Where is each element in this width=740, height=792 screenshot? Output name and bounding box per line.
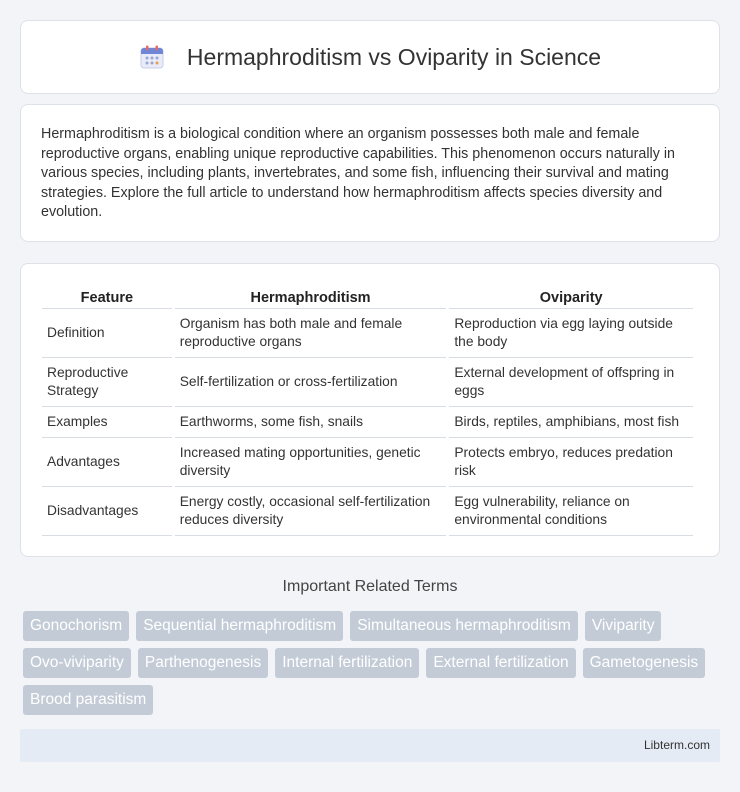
row-oviparity: Birds, reptiles, amphibians, most fish bbox=[449, 407, 693, 438]
row-hermaphroditism: Earthworms, some fish, snails bbox=[175, 407, 447, 438]
intro-card bbox=[20, 104, 720, 242]
row-feature: Advantages bbox=[42, 438, 172, 487]
related-terms-list bbox=[23, 611, 723, 722]
tag-viviparity[interactable]: Viviparity bbox=[585, 611, 662, 641]
tag-brood-parasitism[interactable]: Brood parasitism bbox=[23, 685, 153, 715]
tag-parthenogenesis[interactable]: Parthenogenesis bbox=[138, 648, 268, 678]
row-feature: Definition bbox=[42, 309, 172, 358]
table-row bbox=[42, 358, 693, 407]
tag-internal-fertilization[interactable]: Internal fertilization bbox=[275, 648, 419, 678]
row-oviparity: External development of offspring in eggs bbox=[449, 358, 693, 407]
intro-text: Hermaphroditism is a biological condition where an organism possesses both male and female reproductive organs, enabling unique reproductive capabilities. This phenomenon occurs naturally in various species, including plants, invertebrates, and some fish, influencing their survival and mating strategies. Explore the full article to understand how hermaphroditism affects species diversity and evolution. bbox=[41, 126, 675, 220]
table-row bbox=[42, 407, 693, 438]
row-oviparity: Reproduction via egg laying outside the body bbox=[449, 309, 693, 358]
comparison-card bbox=[20, 263, 720, 557]
table-header-row bbox=[42, 284, 693, 309]
footer bbox=[20, 729, 720, 762]
header-hermaphroditism: Hermaphroditism bbox=[175, 284, 447, 309]
tag-external-fertilization[interactable]: External fertilization bbox=[426, 648, 575, 678]
row-hermaphroditism: Organism has both male and female reproductive organs bbox=[175, 309, 447, 358]
tag-sequential-hermaphroditism[interactable]: Sequential hermaphroditism bbox=[136, 611, 343, 641]
related-terms-title: Important Related Terms bbox=[282, 578, 458, 595]
row-hermaphroditism: Self-fertilization or cross-fertilization bbox=[175, 358, 447, 407]
row-hermaphroditism: Energy costly, occasional self-fertilization reduces diversity bbox=[175, 487, 447, 536]
row-feature: Disadvantages bbox=[42, 487, 172, 536]
table-row bbox=[42, 438, 693, 487]
header-oviparity: Oviparity bbox=[449, 284, 693, 309]
row-oviparity: Protects embryo, reduces predation risk bbox=[449, 438, 693, 487]
row-feature: Examples bbox=[42, 407, 172, 438]
header-card bbox=[20, 20, 720, 94]
row-oviparity: Egg vulnerability, reliance on environmental conditions bbox=[449, 487, 693, 536]
comparison-table bbox=[39, 284, 696, 536]
tag-gonochorism[interactable]: Gonochorism bbox=[23, 611, 129, 641]
footer-brand-link[interactable]: Libterm.com bbox=[643, 738, 710, 752]
row-feature: Reproductive Strategy bbox=[42, 358, 172, 407]
row-hermaphroditism: Increased mating opportunities, genetic diversity bbox=[175, 438, 447, 487]
tag-simultaneous-hermaphroditism[interactable]: Simultaneous hermaphroditism bbox=[350, 611, 578, 641]
header-feature: Feature bbox=[42, 284, 172, 309]
tag-gametogenesis[interactable]: Gametogenesis bbox=[583, 648, 706, 678]
table-row bbox=[42, 309, 693, 358]
table-row bbox=[42, 487, 693, 536]
calendar-icon bbox=[139, 44, 165, 70]
page-title: Hermaphroditism vs Oviparity in Science bbox=[186, 43, 602, 70]
tag-ovo-viviparity[interactable]: Ovo-viviparity bbox=[23, 648, 131, 678]
